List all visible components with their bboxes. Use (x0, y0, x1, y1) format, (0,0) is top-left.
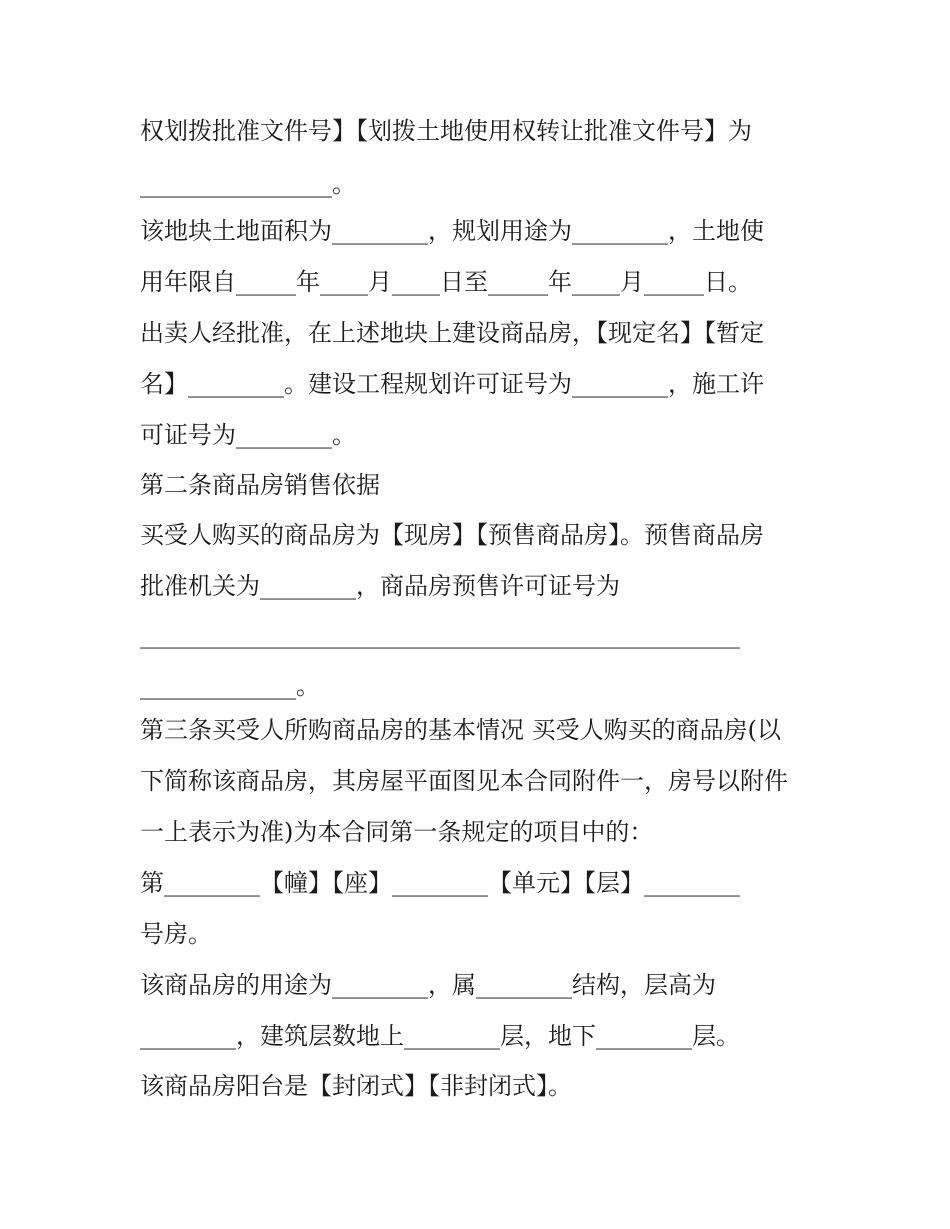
section-heading: 第三条买受人所购商品房的基本情况 买受人购买的商品房(以 (140, 716, 781, 744)
text-line: 用年限自_____年____月____日至_____年____月_____日。 (140, 268, 752, 296)
text-line: 出卖人经批准，在上述地块上建设商品房，【现定名】【暂定 (140, 319, 764, 347)
text-line: 第________【幢】【座】________【单元】【层】________ (140, 869, 740, 897)
text-line: 买受人购买的商品房为【现房】【预售商品房】。预售商品房 (140, 521, 764, 549)
text-line: _____________。 (140, 672, 320, 700)
text-line: 可证号为________。 (140, 421, 356, 449)
text-line: 该地块土地面积为________，规划用途为________，土地使 (140, 217, 764, 245)
section-heading: 第二条商品房销售依据 (140, 471, 380, 499)
text-line: ________，建筑层数地上________层，地下________层。 (140, 1022, 740, 1050)
text-line: 该商品房阳台是【封闭式】【非封闭式】。 (140, 1072, 572, 1100)
text-line: 权划拨批准文件号】【划拨土地使用权转让批准文件号】为 (140, 117, 752, 145)
text-line: 一上表示为准)为本合同第一条规定的项目中的： (140, 818, 654, 846)
text-line: 该商品房的用途为________，属________结构，层高为 (140, 971, 716, 999)
blank-underline: __________________________________________________ (140, 621, 740, 649)
text-line: 批准机关为________，商品房预售许可证号为 (140, 572, 620, 600)
text-line: 名】________。建设工程规划许可证号为________，施工许 (140, 370, 764, 398)
text-line: ________________。 (140, 170, 356, 198)
text-line: 号房。 (140, 920, 212, 948)
text-line: 下简称该商品房，其房屋平面图见本合同附件一，房号以附件 (140, 767, 788, 795)
